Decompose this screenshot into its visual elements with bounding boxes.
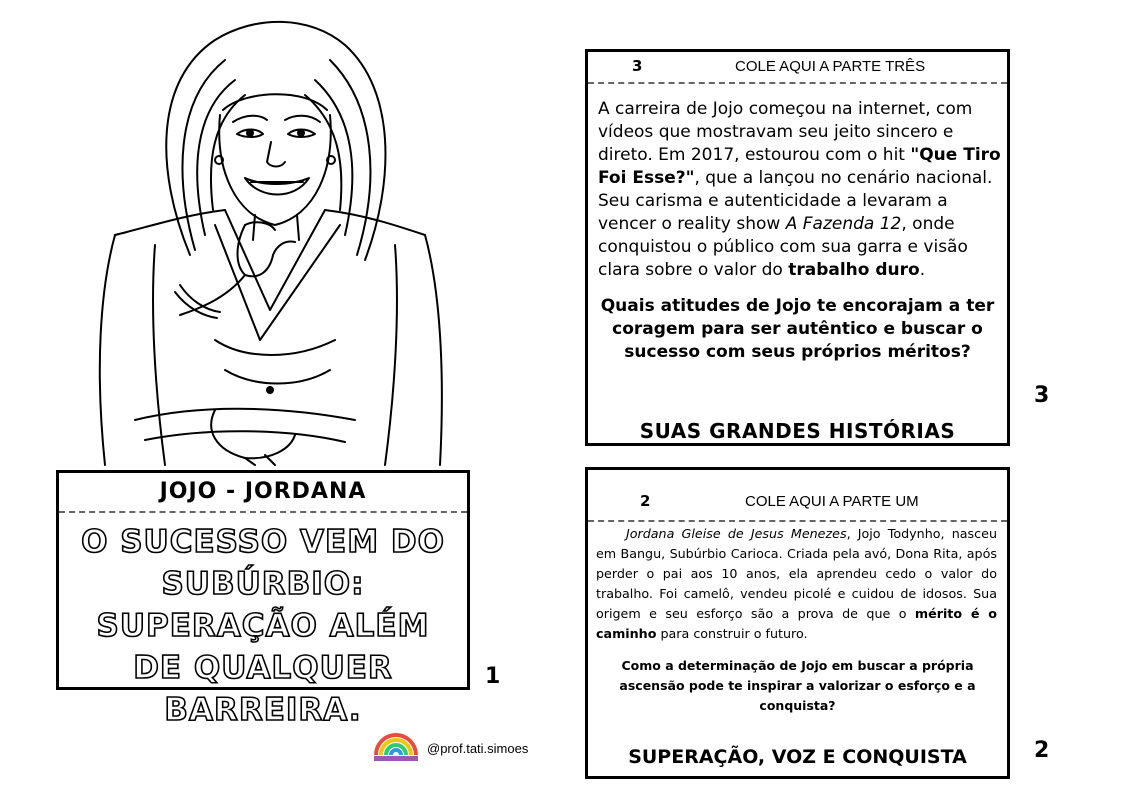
author-credit	[370, 725, 550, 765]
instagram-handle: @prof.tati.simoes	[427, 741, 529, 756]
title-card	[56, 470, 470, 728]
full-name: Jordana Gleise de Jesus Menezes	[626, 526, 847, 541]
text-run: para construir o futuro.	[656, 626, 808, 641]
text-run: .	[919, 260, 926, 280]
person-name: JOJO - JORDANA	[159, 479, 367, 504]
emphasis-text: trabalho duro	[788, 260, 920, 280]
song-title: "Que Tiro Foi Esse?"	[598, 145, 1001, 188]
part-three-card	[585, 49, 1010, 446]
paste-label: COLE AQUI A PARTE TRÊS	[735, 58, 926, 75]
emphasis-text: mérito é o caminho	[596, 606, 997, 641]
paste-label: COLE AQUI A PARTE UM	[745, 493, 919, 510]
text-run: , onde conquistou o público com sua garra e visão clara sobre o valor do	[598, 214, 968, 280]
page-number-2: 2	[1034, 738, 1050, 763]
reflection-question: Como a determinação de Jojo em buscar a própria ascensão pode te inspirar a valorizar o esforço e a conquista?	[619, 658, 976, 713]
story-paragraph	[598, 98, 1001, 282]
text-run: , que a lançou no cenário nacional. Seu carisma e autenticidade a levaram a vencer o reality show	[598, 168, 993, 234]
text-run: , Jojo Todynho, nasceu em Bangu, Subúrbio Carioca. Criada pela avó, Dona Rita, após perder o pai aos 10 anos, ela aprendeu cedo o valor do trabalho. Foi camelô, vendeu picolé e cuidou de idosos. Sua origem e seu esforço são a prova de que o	[596, 526, 997, 621]
card-footer: SUAS GRANDES HISTÓRIAS	[639, 419, 956, 443]
fold-line	[59, 511, 467, 513]
card-number: 2	[640, 492, 651, 510]
fold-line	[588, 82, 1007, 84]
woman-portrait-icon	[95, 10, 450, 470]
card-title: O SUCESSO VEM DO SUBÚRBIO: SUPERAÇÃO ALÉM DE QUALQUER BARREIRA.	[81, 524, 445, 728]
page-number-3: 3	[1034, 383, 1050, 408]
reflection-question: Quais atitudes de Jojo te encorajam a ter coragem para ser autêntico e buscar o sucesso com seus próprios méritos?	[600, 296, 995, 362]
page-number-1: 1	[485, 664, 501, 689]
card-number: 3	[632, 57, 643, 75]
part-one-card	[585, 467, 1010, 779]
text-run: A carreira de Jojo começou na internet, com vídeos que mostravam seu jeito sincero e direto. Em 2017, estourou com o hit	[598, 99, 973, 165]
show-title: A Fazenda 12	[785, 214, 902, 234]
fold-line	[588, 520, 1007, 522]
portrait-illustration	[95, 10, 450, 470]
story-paragraph	[596, 524, 997, 644]
rainbow-logo-icon	[370, 725, 424, 765]
card-footer: SUPERAÇÃO, VOZ E CONQUISTA	[628, 746, 967, 768]
